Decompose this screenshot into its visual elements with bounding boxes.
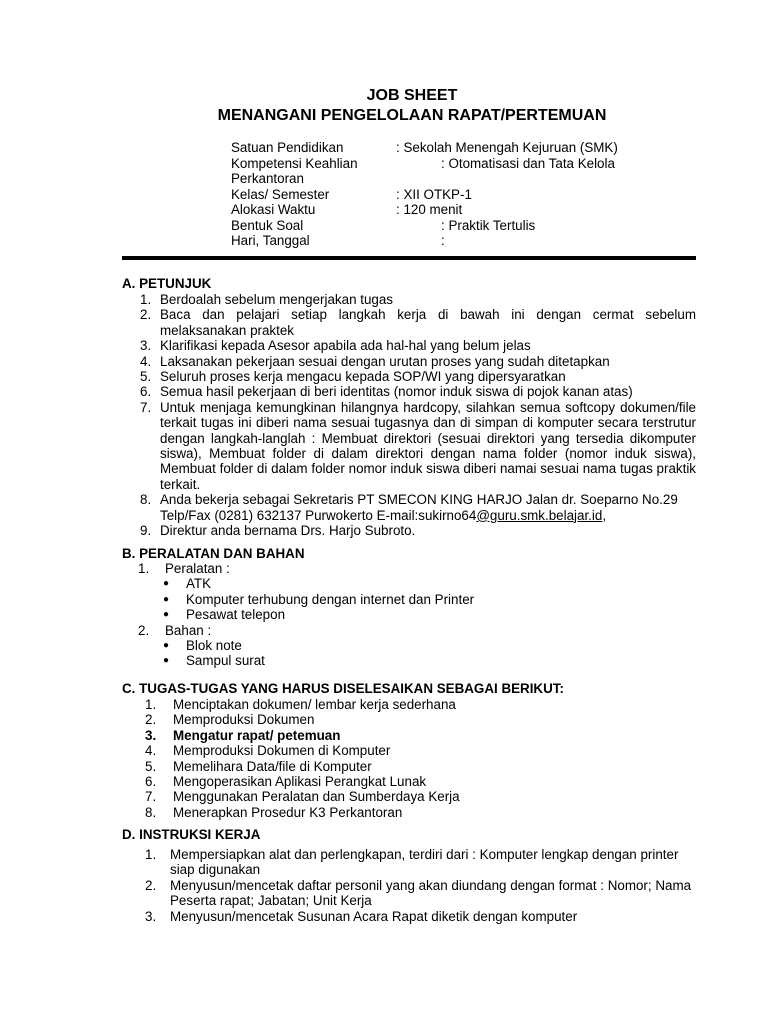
item-text: Klarifikasi kepada Asesor apabila ada hal-hal yang belum jelas: [160, 338, 531, 354]
list-item: [145, 743, 645, 758]
info-label: Bentuk Soal: [231, 217, 304, 233]
item-text-end: ,: [602, 507, 607, 523]
item-text: Semua hasil pekerjaan di beri identitas (nomor induk siswa di pojok kanan atas): [160, 384, 633, 400]
bullet-text: Blok note: [186, 638, 242, 654]
list-item: [140, 338, 696, 353]
item-text-main: Anda bekerja sebagai Sekretaris PT SMECON KING HARJO Jalan dr. Soeparno No.29 Telp/Fax (0281) 632137 Purwokerto E-mail:sukirno64: [160, 492, 678, 523]
item-number: 1.: [140, 292, 152, 307]
item-number: 8.: [140, 492, 152, 508]
info-label: Alokasi Waktu: [231, 202, 316, 217]
item-text: Bahan :: [165, 622, 212, 638]
info-label: Kompetensi Keahlian: [231, 155, 358, 171]
bullet-text: Pesawat telepon: [186, 607, 286, 623]
list-item: [140, 307, 696, 338]
item-number: 2.: [140, 307, 152, 323]
list-item: [140, 384, 696, 399]
list-item: [145, 789, 645, 804]
item-number: 8.: [145, 804, 157, 820]
item-number: 4.: [140, 353, 152, 369]
info-value: : Sekolah Menengah Kejuruan (SMK): [396, 140, 618, 155]
item-number: 4.: [145, 743, 157, 759]
bullet-icon: ●: [163, 640, 170, 652]
item-text: Baca dan pelajari setiap langkah kerja di bawah ini dengan cermat sebelum melaksanakan praktek: [160, 307, 696, 338]
item-text: Memproduksi Dokumen di Komputer: [173, 743, 391, 759]
bullet-list: [138, 576, 638, 622]
work-instructions-list: [145, 847, 705, 924]
section-b-heading: B. PERALATAN DAN BAHAN: [122, 546, 305, 561]
bullet-text: ATK: [186, 576, 212, 592]
item-text: Laksanakan pekerjaan sesuai dengan urutan proses yang sudah ditetapkan: [160, 353, 610, 369]
item-text: Seluruh proses kerja mengacu kepada SOP/WI yang dipersyaratkan: [160, 369, 566, 385]
list-item: [140, 354, 696, 369]
item-text: Memproduksi Dokumen: [173, 712, 315, 728]
list-item: [145, 774, 645, 789]
bullet-item: [138, 592, 638, 607]
bullet-icon: ●: [163, 578, 170, 590]
item-number: 1.: [138, 561, 150, 576]
info-value: : Otomatisasi dan Tata Kelola: [441, 155, 615, 171]
item-text: Berdoalah sebelum mengerjakan tugas: [160, 292, 393, 307]
list-item: [140, 523, 696, 538]
bullet-item: [138, 653, 638, 668]
item-text: Menerapkan Prosedur K3 Perkantoran: [173, 804, 403, 820]
item-number: 1.: [145, 697, 157, 712]
item-number: 2.: [138, 622, 150, 638]
equipment-list: [138, 561, 638, 669]
item-number: 2.: [145, 877, 157, 893]
info-value: : 120 menit: [396, 202, 463, 217]
item-number: 3.: [145, 727, 157, 743]
list-item: [145, 759, 645, 774]
bullet-text: Sampul surat: [186, 653, 265, 669]
item-text: Mengatur rapat/ petemuan: [173, 727, 341, 743]
list-item: [145, 847, 705, 878]
item-number: 6.: [140, 384, 152, 400]
list-item: [145, 909, 705, 924]
item-number: 1.: [145, 847, 157, 862]
instructions-list: [140, 292, 696, 539]
document-title: JOB SHEET: [366, 87, 458, 104]
item-text: Mempersiapkan alat dan perlengkapan, terdiri dari : Komputer lengkap dengan printer siap digunakan: [170, 847, 679, 878]
item-number: 2.: [145, 712, 157, 728]
item-number: 5.: [145, 758, 157, 774]
item-text: Menggunakan Peralatan dan Sumberdaya Kerja: [173, 789, 460, 805]
list-item: [140, 492, 696, 523]
item-text: Menyusun/mencetak daftar personil yang akan diundang dengan format : Nomor; Nama Peserta rapat; Jabatan; Unit Kerja: [170, 877, 692, 909]
item-text: Peralatan :: [165, 561, 230, 576]
item-number: 7.: [140, 399, 152, 415]
list-item: [145, 878, 705, 909]
item-text: [160, 492, 696, 523]
list-item: [140, 369, 696, 384]
list-item: [140, 292, 696, 307]
email-link[interactable]: @guru.smk.belajar.id: [476, 507, 603, 523]
item-number: 7.: [145, 789, 157, 805]
list-item: [145, 712, 645, 727]
item-text: Menyusun/mencetak Susunan Acara Rapat diketik dengan komputer: [170, 908, 578, 924]
bullet-item: [138, 607, 638, 622]
list-item: [140, 400, 696, 492]
info-value: :: [441, 233, 445, 248]
divider-rule: [122, 256, 696, 260]
item-text: Menciptakan dokumen/ lembar kerja sederhana: [173, 697, 456, 712]
item-number: 3.: [145, 908, 157, 924]
info-label: Kelas/ Semester: [231, 186, 330, 202]
info-value: : Praktik Tertulis: [441, 217, 536, 233]
item-number: 6.: [145, 774, 157, 790]
document-subtitle: MENANGANI PENGELOLAAN RAPAT/PERTEMUAN: [217, 107, 607, 124]
bullet-icon: ●: [163, 609, 170, 621]
item-text: Untuk menjaga kemungkinan hilangnya hardcopy, silahkan semua softcopy dokumen/file terkait tugas ini diberi nama sesuai tugasnya dan di simpan di komputer secara terstrutur dengan langkah-langlah : Membuat direktori (sesuai direktori yang tersedia dikomputer siswa), Membuat folder di dalam direktori dengan nama folder (nomor induk siswa), Membuat folder di dalam folder nomor induk siswa diberi namai sesuai nama tugas praktik terkait.: [160, 399, 696, 492]
info-label: Hari, Tanggal: [231, 233, 310, 248]
info-label: Satuan Pendidikan: [231, 140, 344, 155]
section-d-heading: D. INSTRUKSI KERJA: [122, 827, 261, 842]
info-label: Perkantoran: [231, 171, 304, 186]
list-item: [138, 623, 638, 669]
section-c-heading: C. TUGAS-TUGAS YANG HARUS DISELESAIKAN SEBAGAI BERIKUT:: [122, 681, 564, 696]
list-item: [138, 561, 638, 623]
bullet-icon: ●: [163, 655, 170, 667]
bullet-list: [138, 638, 638, 669]
section-a-heading: A. PETUNJUK: [122, 276, 212, 291]
bullet-icon: ●: [163, 593, 170, 605]
item-text: Mengoperasikan Aplikasi Perangkat Lunak: [173, 774, 427, 790]
item-number: 9.: [140, 523, 152, 539]
item-number: 5.: [140, 369, 152, 385]
item-number: 3.: [140, 338, 152, 354]
list-item: [145, 728, 645, 743]
tasks-list: [145, 697, 645, 820]
bullet-item: [138, 576, 638, 591]
info-value: : XII OTKP-1: [396, 186, 472, 202]
item-text: Direktur anda bernama Drs. Harjo Subroto.: [160, 523, 416, 539]
list-item: [145, 805, 645, 820]
list-item: [145, 697, 645, 712]
bullet-text: Komputer terhubung dengan internet dan Printer: [186, 591, 475, 607]
bullet-item: [138, 638, 638, 653]
item-text: Memelihara Data/file di Komputer: [173, 758, 372, 774]
